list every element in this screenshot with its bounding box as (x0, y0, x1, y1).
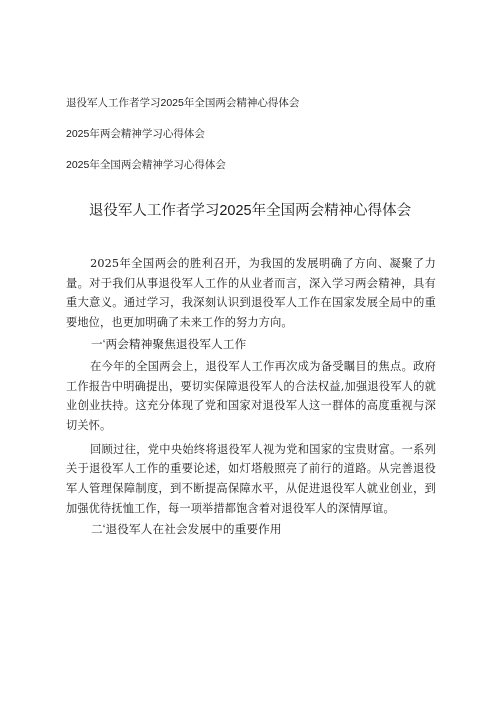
section-heading-2: 二‘退役军人在社会发展中的重要作用 (91, 523, 282, 537)
section-heading-1: 一‘两会精神聚焦退役军人工作 (91, 337, 247, 351)
table-of-contents (66, 96, 446, 189)
paragraph-section1-b: 回顾过往，党中央始终将退役军人视为党和国家的宝贵财富。一系列关于退役军人工作的重要论述，如灯塔般照亮了前行的道路。从完善退役军人管理保障制度，到不断提高保障水平，从促进退役军人就业创业，到加强优待抚恤工作，每一项举措都饱含着对退役军人的深情厚谊。 (66, 442, 436, 515)
paragraph-intro: 2025年全国两会的胜利召开，为我国的发展明确了方向、凝聚了力量。对于我们从事退役军人工作的从业者而言，深入学习两会精神，具有重大意义。通过学习，我深刻认识到退役军人工作在国家发展全局中的重要地位，也更加明确了未来工作的努力方向。 (66, 257, 436, 330)
toc-item: 2025年两会精神学习心得体会 (66, 128, 205, 140)
document-body (66, 254, 436, 542)
paragraph-section1-a: 在今年的全国两会上，退役军人工作再次成为备受瞩目的焦点。政府工作报告中明确提出，要切实保障退役军人的合法权益,加强退役军人的就业创业扶持。这充分体现了党和国家对退役军人这一群体的高度重视与深切关怀。 (66, 359, 436, 432)
toc-item: 2025年全国两会精神学习心得体会 (66, 159, 226, 171)
toc-item: 退役军人工作者学习2025年全国两会精神心得体会 (66, 97, 300, 109)
document-title: 退役军人工作者学习2025年全国两会精神心得体会 (88, 203, 412, 219)
